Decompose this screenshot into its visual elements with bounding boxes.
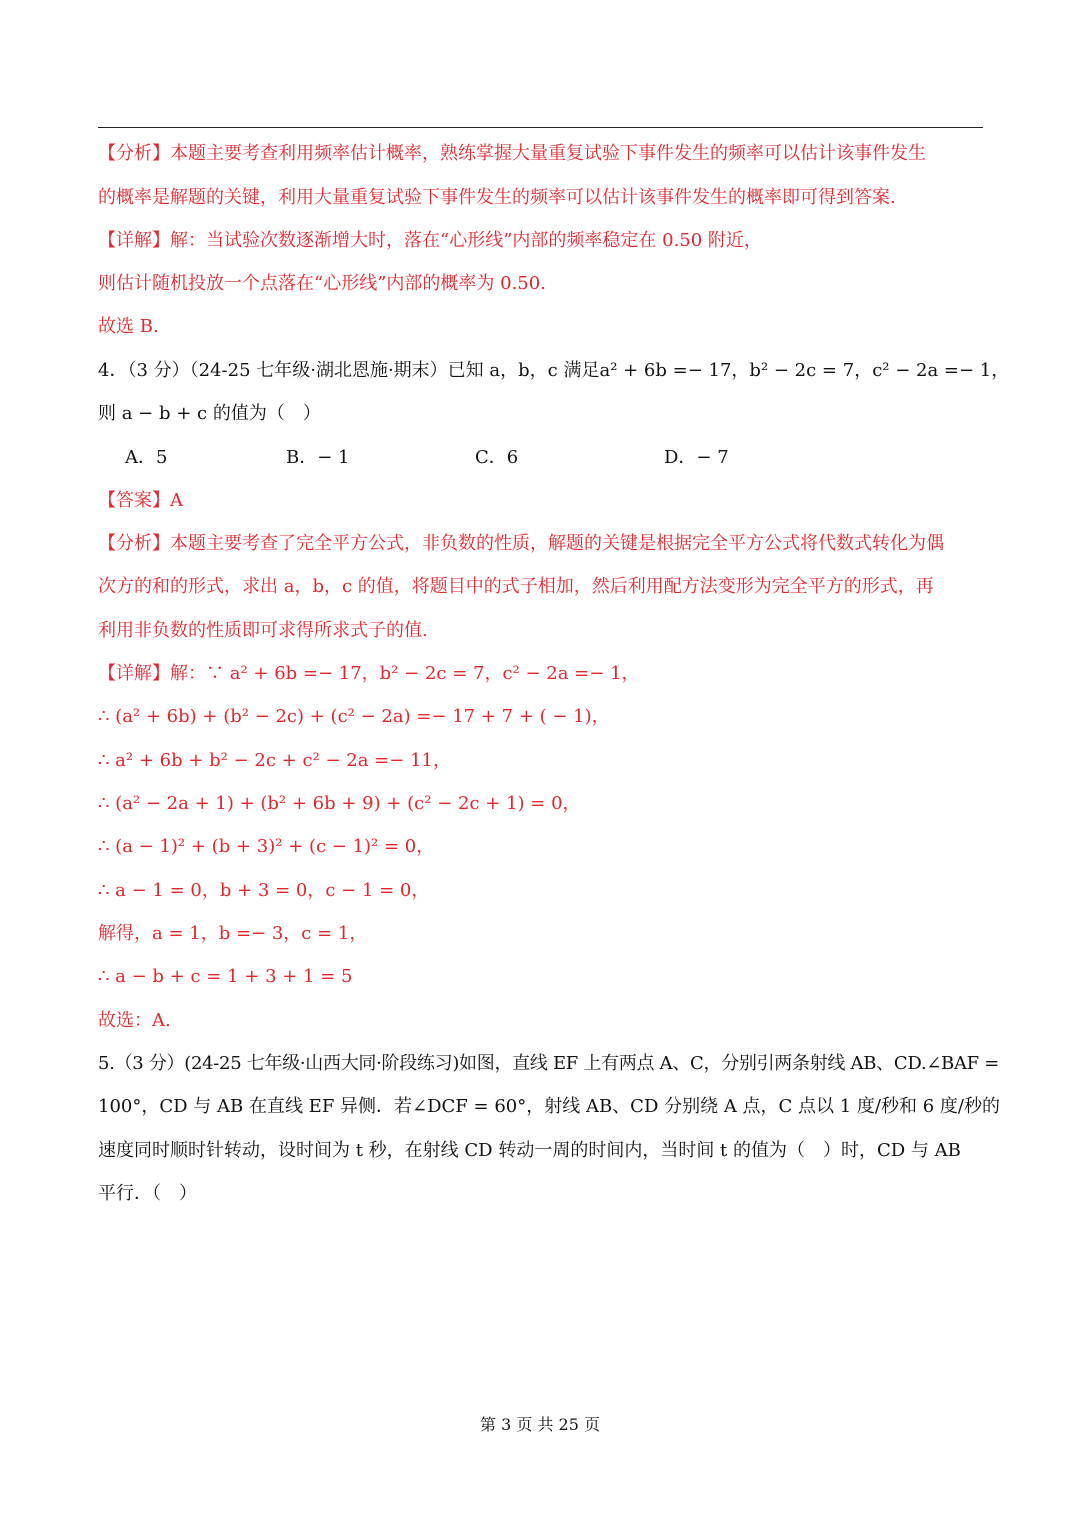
q4-detail-step: ∴ a² + 6b + b² − 2c + c² − 2a =− 11， bbox=[98, 750, 451, 771]
q4-stem-line-1: 4．（3 分）（24-25 七年级·湖北恩施·期末）已知 a，b，c 满足a² + 6b =− 17，b² − 2c = 7，c² − 2a =− 1， bbox=[98, 360, 1010, 381]
q4-analysis-line-3: 利用非负数的性质即可求得所求式子的值. bbox=[98, 620, 428, 641]
q4-stem-line-2: 则 a − b + c 的值为（ ） bbox=[98, 403, 321, 424]
q4-detail-step: 【详解】解：∵ a² + 6b =− 17，b² − 2c = 7，c² − 2a =− 1， bbox=[98, 663, 640, 684]
q3-detail-line-2: 则估计随机投放一个点落在“心形线”内部的概率为 0.50. bbox=[98, 273, 546, 294]
q4-answer: 【答案】A bbox=[98, 490, 183, 511]
q3-detail-line-1: 【详解】解：当试验次数逐渐增大时，落在“心形线”内部的频率稳定在 0.50 附近， bbox=[98, 230, 762, 251]
q4-detail-step: ∴ (a² − 2a + 1) + (b² + 6b + 9) + (c² − 2c + 1) = 0， bbox=[98, 793, 581, 814]
q4-option-c: C．6 bbox=[475, 447, 519, 468]
page-footer: 第 3 页 共 25 页 bbox=[480, 1415, 600, 1434]
q4-analysis-line-2: 次方的和的形式，求出 a，b，c 的值，将题目中的式子相加，然后利用配方法变形为完全平方的形式，再 bbox=[98, 576, 934, 597]
q3-choice: 故选 B. bbox=[98, 316, 159, 337]
q5-stem-line-2: 100°，CD 与 AB 在直线 EF 异侧．若∠DCF = 60°，射线 AB、CD 分别绕 A 点，C 点以 1 度/秒和 6 度/秒的 bbox=[98, 1096, 1000, 1117]
q4-detail-step: ∴ a − b + c = 1 + 3 + 1 = 5 bbox=[98, 966, 353, 987]
q4-detail-step: ∴ (a − 1)² + (b + 3)² + (c − 1)² = 0， bbox=[98, 836, 435, 857]
q4-analysis-line-1: 【分析】本题主要考查了完全平方公式，非负数的性质，解题的关键是根据完全平方公式将代数式转化为偶 bbox=[98, 533, 944, 554]
q5-stem-line-4: 平行．（ ） bbox=[98, 1183, 197, 1204]
header-divider bbox=[98, 127, 983, 128]
q4-detail-step: 解得，a = 1，b =− 3，c = 1， bbox=[98, 923, 368, 944]
q5-stem-line-1: 5.（3 分）(24-25 七年级·山西大同·阶段练习)如图，直线 EF 上有两点 A、C，分别引两条射线 AB、CD.∠BAF = bbox=[98, 1053, 1000, 1074]
q4-choice: 故选：A. bbox=[98, 1010, 171, 1031]
q4-option-a: A．5 bbox=[125, 447, 168, 468]
q4-detail-step: ∴ (a² + 6b) + (b² − 2c) + (c² − 2a) =− 17 + 7 + ( − 1)， bbox=[98, 706, 610, 727]
q3-analysis-line-2: 的概率是解题的关键，利用大量重复试验下事件发生的频率可以估计该事件发生的概率即可得到答案. bbox=[98, 187, 896, 208]
q4-option-d: D．− 7 bbox=[664, 447, 729, 468]
q5-stem-line-3: 速度同时顺时针转动，设时间为 t 秒，在射线 CD 转动一周的时间内，当时间 t 的值为（ ）时，CD 与 AB bbox=[98, 1140, 961, 1161]
q4-option-b: B．− 1 bbox=[286, 447, 350, 468]
q4-detail-step: ∴ a − 1 = 0，b + 3 = 0，c − 1 = 0， bbox=[98, 880, 430, 901]
q3-analysis-line-1: 【分析】本题主要考查利用频率估计概率，熟练掌握大量重复试验下事件发生的频率可以估计该事件发生 bbox=[98, 143, 926, 164]
